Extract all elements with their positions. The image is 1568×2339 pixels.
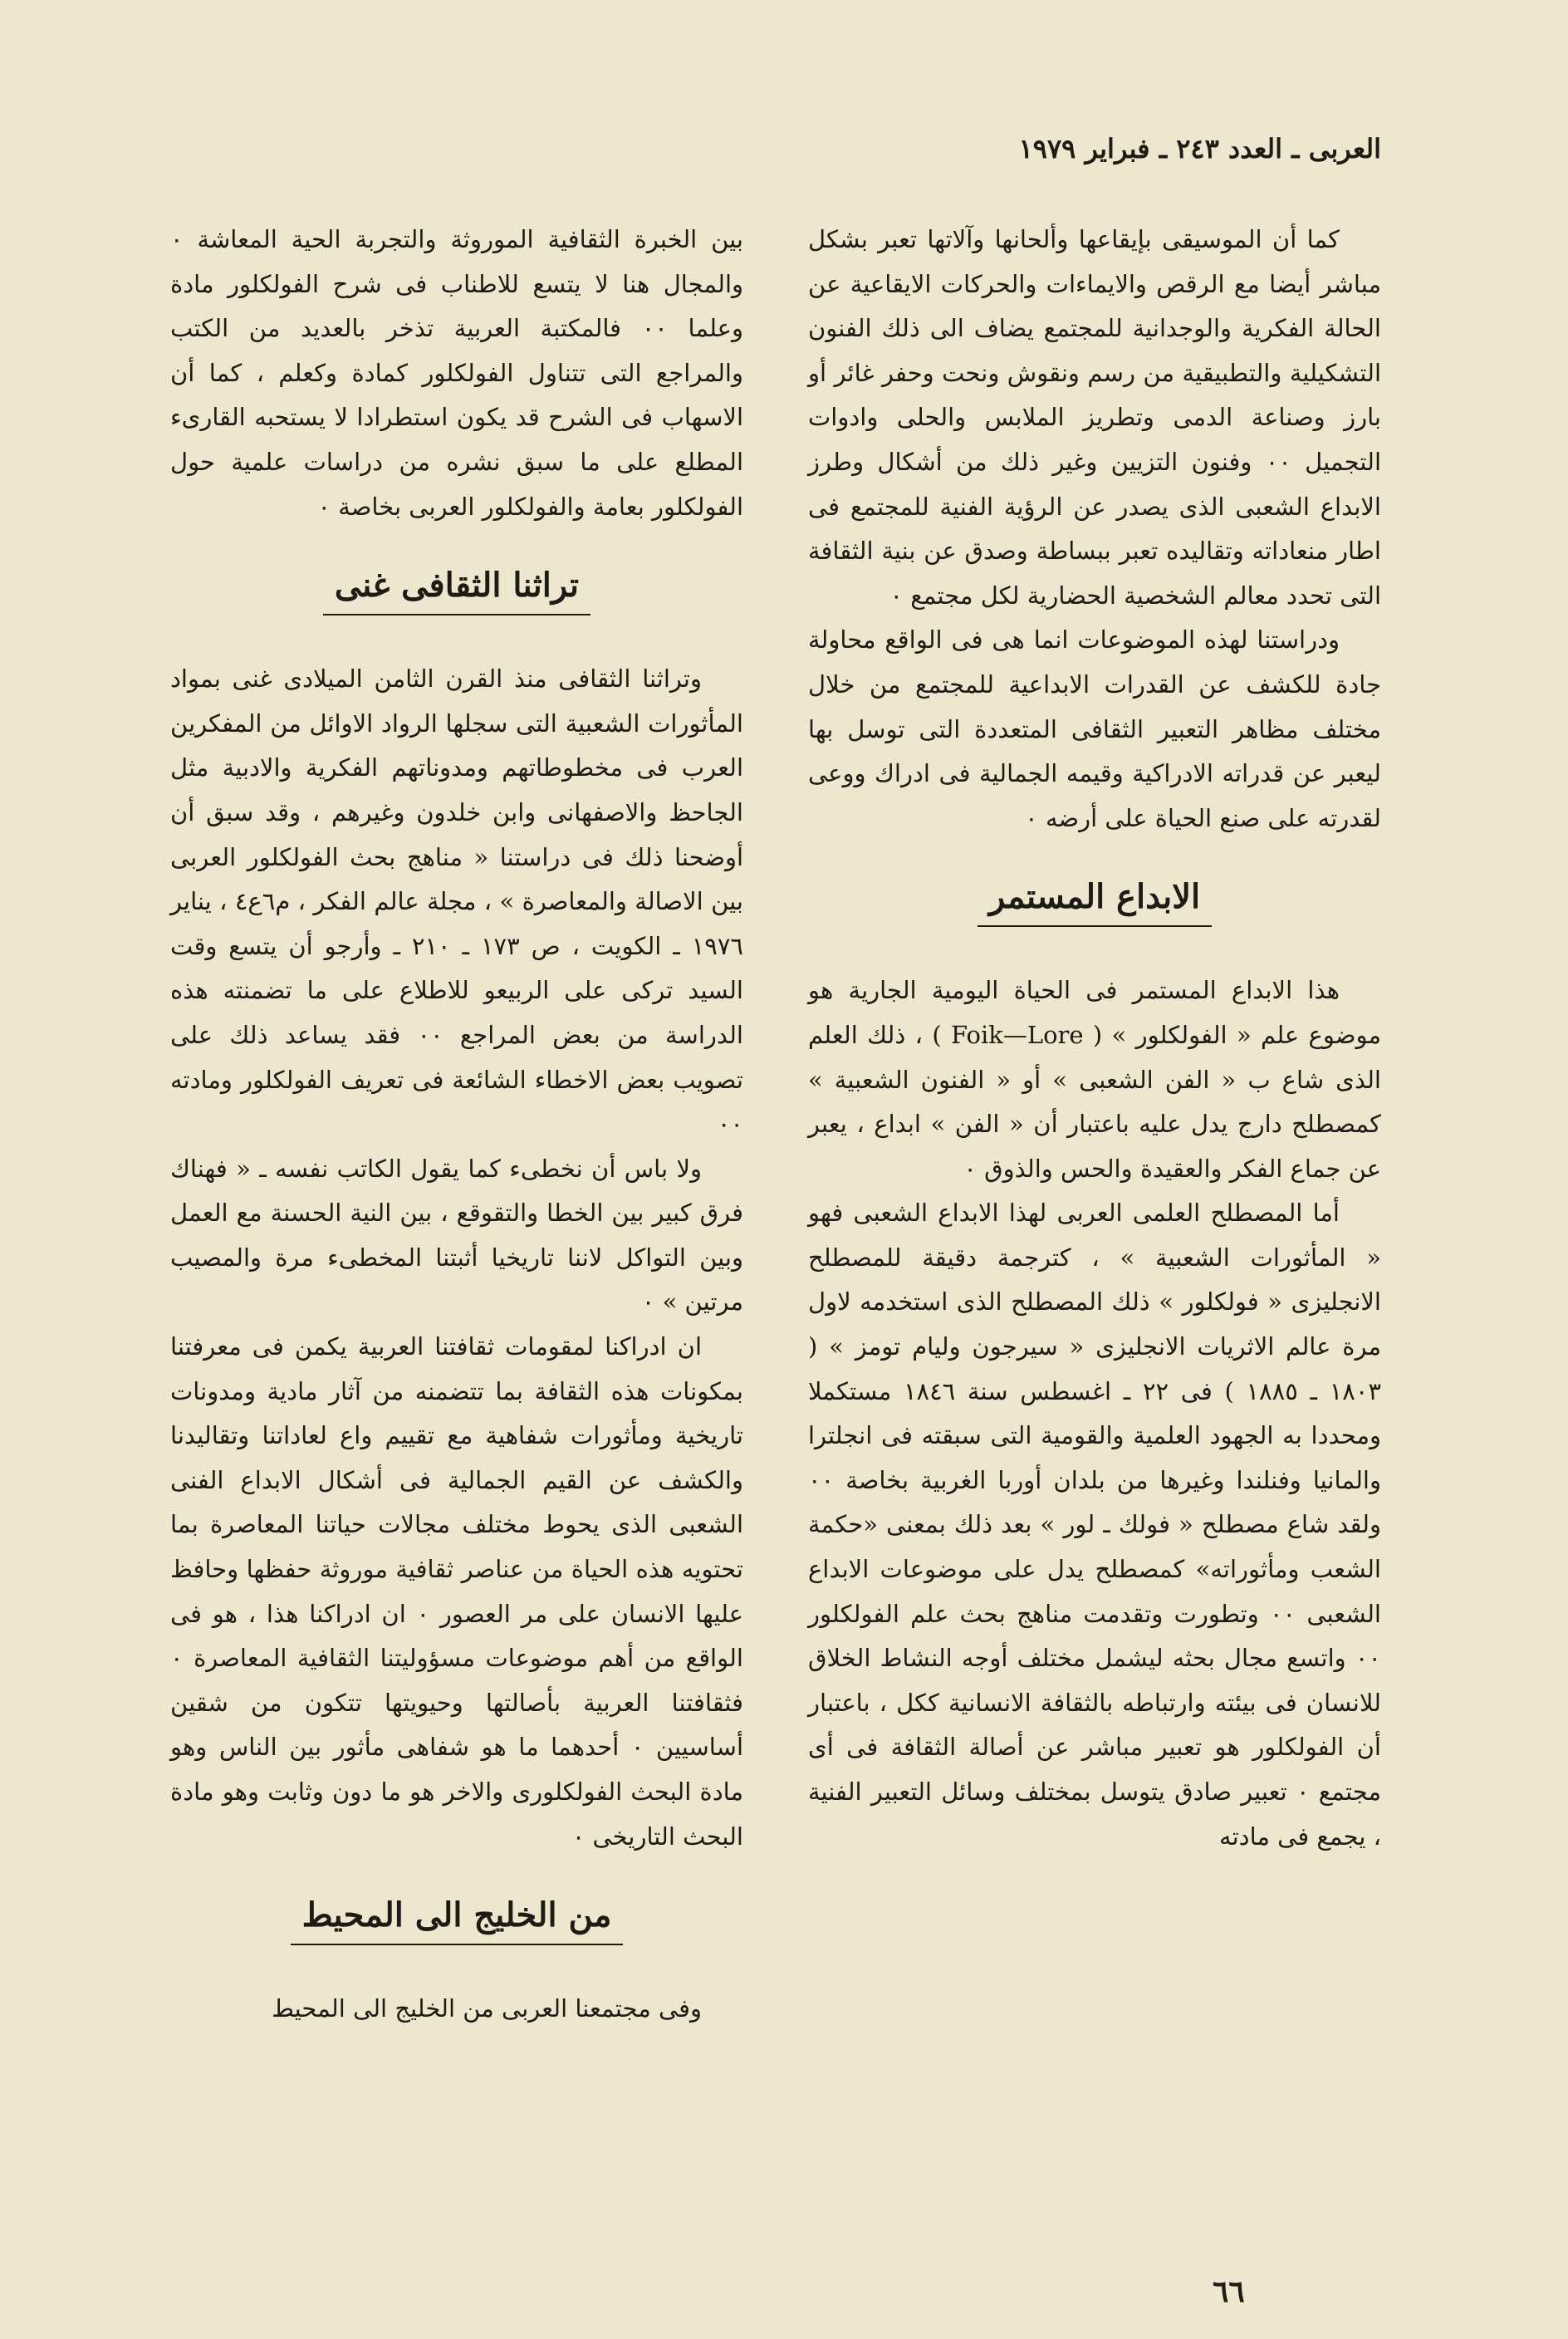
- running-header: العربى ـ العدد ٢٤٣ ـ فبراير ١٩٧٩: [1018, 133, 1381, 164]
- paragraph: بين الخبرة الثقافية الموروثة والتجربة الحية المعاشة ٠ والمجال هنا لا يتسع للاطناب فى شرح الفولكلور مادة وعلما ٠٠ فالمكتبة العربية تذخر بالعديد من الكتب والمراجع التى تتناول الفولكلور كمادة وكعلم ، كما أن الاسهاب فى الشرح قد يكون استطرادا لا يستحبه القارىء المطلع على ما سبق نشره من دراسات علمية حول الفولكلور بعامة والفولكلور العربى بخاصة ٠: [170, 225, 743, 521]
- paragraph: أما المصطلح العلمى العربى لهذا الابداع الشعبى فهو « المأثورات الشعبية » ، كترجمة دقيقة للمصطلح الانجليزى « فولكلور » ذلك المصطلح الذى استخدمه لاول مرة عالم الاثريات الانجليزى « سيرجون وليام تومز » ( ١٨٠٣ ـ ١٨٨٥ ) فى ٢٢ ـ اغسطس سنة ١٨٤٦ مستكملا ومحددا به الجهود العلمية والقومية التى سبقته فى انجلترا والمانيا وفنلندا وغيرها من بلدان أوربا الغربية بخاصة ٠٠ ولقد شاع مصطلح « فولك ـ لور » بعد ذلك بمعنى «حكمة الشعب ومأثوراته» كمصطلح يدل على موضوعات الابداع الشعبى ٠٠ وتطورت وتقدمت مناهج بحث علم الفولكلور ٠٠ واتسع مجال بحثه ليشمل مختلف أوجه النشاط الخلاق للانسان فى بيئته وارتباطه بالثقافة الانسانية ككل ، باعتبار أن الفولكلور هو تعبير مباشر عن أصالة الثقافة فى أى مجتمع ٠ تعبير صادق يتوسل بمختلف وسائل التعبير الفنية ، يجمع فى مادته: [808, 1199, 1381, 1851]
- paragraph: وفى مجتمعنا العربى من الخليج الى المحيط: [272, 1994, 702, 2023]
- paragraph: ولا باس أن نخطىء كما يقول الكاتب نفسه ـ « فهناك فرق كبير بين الخطا والتقوقع ، بين النية الحسنة مع العمل وبين التواكل لاننا تاريخيا أثبتنا المخطىء مرة والمصيب مرتين » ٠: [170, 1154, 743, 1317]
- section-heading-text: تراثنا الثقافى غنى: [323, 562, 590, 615]
- paragraph: هذا الابداع المستمر فى الحياة اليومية الجارية هو موضوع علم « الفولكلور » ( Foik—Lore ) ، ذلك العلم الذى شاع ب « الفن الشعبى » أو « الفنون الشعبية » كمصطلح دارج يدل عليه باعتبار أن « الفن » ابداع ، يعبر عن جماع الفكر والعقيدة والحس والذوق ٠: [808, 976, 1381, 1183]
- section-heading-text: الابداع المستمر: [978, 874, 1212, 927]
- page-number: ٦٦: [1213, 2274, 1245, 2309]
- right-column: [808, 218, 1381, 1859]
- paragraph: ان ادراكنا لمقومات ثقافتنا العربية يكمن فى معرفتنا بمكونات هذه الثقافة بما تتضمنه من آثار مادية ومدونات تاريخية ومأثورات شفاهية مع تقييم واع لعاداتنا وتقاليدنا والكشف عن القيم الجمالية فى أشكال الابداع الفنى الشعبى الذى يحوط مختلف مجالات حياتنا المعاصرة بما تحتويه هذه الحياة من عناصر ثقافية موروثة حفظها وحافظ عليها الانسان على مر العصور ٠ ان ادراكنا هذا ، هو فى الواقع من أهم موضوعات مسؤوليتنا الثقافية المعاصرة ٠ فثقافتنا العربية بأصالتها وحيويتها تتكون من شقين أساسيين ٠ أحدهما ما هو شفاهى مأثور بين الناس وهو مادة البحث الفولكلورى والاخر هو ما دون وثابت وهو مادة البحث التاريخى ٠: [170, 1332, 743, 1851]
- section-heading: [808, 874, 1381, 927]
- left-column: [170, 218, 743, 2032]
- section-heading: [170, 562, 743, 615]
- paragraph: وتراثنا الثقافى منذ القرن الثامن الميلادى غنى بمواد المأثورات الشعبية التى سجلها الرواد الاوائل من المفكرين العرب فى مخطوطاتهم ومدوناتهم الفكرية والادبية مثل الجاحظ والاصفهانى وابن خلدون وغيرهم ، وقد سبق أن أوضحنا ذلك فى دراستنا « مناهج بحث الفولكلور العربى بين الاصالة والمعاصرة » ، مجلة عالم الفكر ، م٦ع٤ ، يناير ١٩٧٦ ـ الكويت ، ص ١٧٣ ـ ٢١٠ ـ وأرجو أن يتسع وقت السيد تركى على الربيعو للاطلاع على ما تضمنته هذه الدراسة من بعض المراجع ٠٠ فقد يساعد ذلك على تصويب بعض الاخطاء الشائعة فى تعريف الفولكلور ومادته ٠٠: [170, 664, 743, 1139]
- paragraph: ودراستنا لهذه الموضوعات انما هى فى الواقع محاولة جادة للكشف عن القدرات الابداعية للمجتمع من خلال مختلف مظاهر التعبير الثقافى المتعددة التى توسل بها ليعبر عن قدراته الادراكية وقيمه الجمالية فى ادراك ووعى لقدرته على صنع الحياة على أرضه ٠: [808, 625, 1381, 832]
- section-heading: [170, 1892, 743, 1945]
- paragraph: كما أن الموسيقى بإيقاعها وألحانها وآلاتها تعبر بشكل مباشر أيضا مع الرقص والايماءات والحركات الايقاعية عن الحالة الفكرية والوجدانية للمجتمع يضاف الى ذلك الفنون التشكيلية والتطبيقية من رسم ونقوش ونحت وحفر غائر أو بارز وصناعة الدمى وتطريز الملابس والحلى وادوات التجميل ٠٠ وفنون التزيين وغير ذلك من أشكال وطرز الابداع الشعبى الذى يصدر عن الرؤية الفنية للمجتمع فى اطار منعاداته وتقاليده تعبر ببساطة وصدق عن بنية الثقافة التى تحدد معالم الشخصية الحضارية لكل مجتمع ٠: [808, 225, 1381, 610]
- section-heading-text: من الخليج الى المحيط: [291, 1892, 624, 1945]
